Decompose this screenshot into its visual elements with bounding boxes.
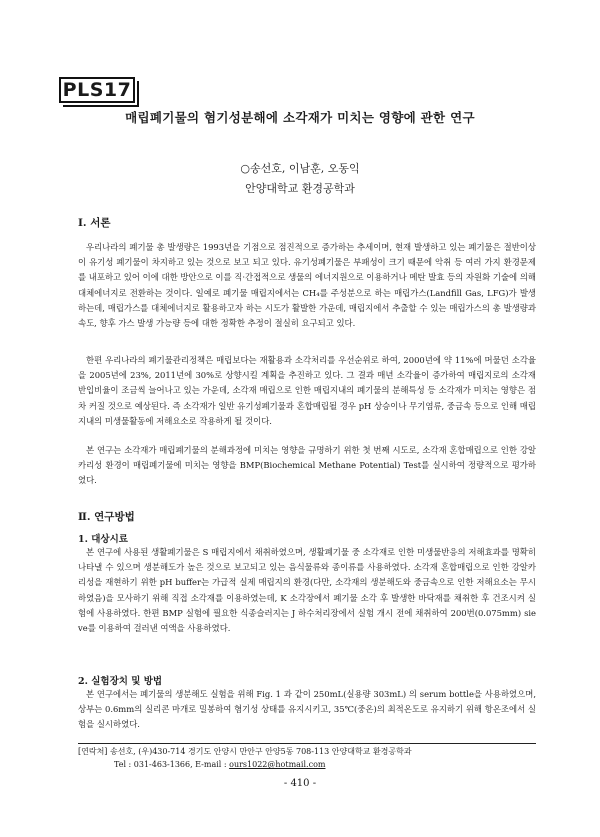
footer-address: [연락처] 송선호, (우)430-714 경기도 안양시 만안구 안양5동 708-113 안양대학교 환경공학과 xyxy=(78,747,412,756)
authors: ○송선호, 이남훈, 오동익 xyxy=(240,162,360,175)
footer-tel-line xyxy=(78,758,536,771)
paper-title: 매립폐기물의 혐기성분해에 소각재가 미치는 영향에 관한 연구 xyxy=(125,110,475,125)
apparatus-paragraph: 본 연구에서는 폐기물의 생분해도 실험을 위해 Fig. 1 과 같이 250mL(실용량 303mL) 의 serum bottle을 사용하였으며, 상부는 0.6mm의 실리콘 마개로 밀봉하여 혐기성 상태를 유지시키고, 35℃(중온)의 최적온도로 유지하기 위해 항온조에서 실험을 실시하였다. xyxy=(78,689,536,730)
footer-rule xyxy=(78,743,536,744)
subsection-heading-apparatus: 2. 실험장치 및 방법 xyxy=(78,676,163,687)
intro-paragraph-3: 본 연구는 소각재가 매립폐기물의 분해과정에 미치는 영향을 규명하기 위한 첫 번째 시도로, 소각재 혼합매립으로 인한 강알카리성 환경이 매립폐기물에 미치는 영향을 BMP(Biochemical Methane Potential) Test를 실시하여 정량적으로 평가하였다. xyxy=(78,445,536,486)
footer-contact xyxy=(78,745,536,771)
subsection-heading-samples: 1. 대상시료 xyxy=(78,534,128,545)
footer-tel: Tel : 031-463-1366, E-mail : xyxy=(114,760,230,769)
intro-paragraph-1: 우리나라의 폐기물 총 발생량은 1993년을 기점으로 점진적으로 증가하는 추세이며, 현재 발생하고 있는 폐기물은 절반이상이 유기성 폐기물이 차지하고 있는 것으로 보고 되고 있다. 유기성폐기물은 부패성이 크기 때문에 악취 등 여러 가지 환경문제를 내포하고 있어 이에 대한 방안으로 이를 직·간접적으로 생물의 에너지원으로 이용하거나 메탄 발효 등의 자원화 기술에 의해 대체에너지로 전환하는 것이다. 일예로 폐기물 매립지에서는 CH₄를 주성분으로 하는 매립가스(Landfill Gas, LFG)가 발생하는데, 매립가스를 대체에너지로 활용하고자 하는 시도가 활발한 가운데, 매립지에서 추출할 수 있는 매립가스의 총 발생량과 속도, 향후 가스 발생 가능량 등에 대한 정확한 추정이 절실히 요구되고 있다. xyxy=(78,242,536,329)
intro-paragraph-2: 한편 우리나라의 폐기물관리정책은 매립보다는 재활용과 소각처리를 우선순위로 하여, 2000년에 약 11%에 머물던 소각율을 2005년에 23%, 2011년에 30%로 상향시킬 계획을 추진하고 있다. 그 결과 매년 소각율이 증가하여 매립지로의 소각재 반입비율이 조금씩 늘어나고 있는 가운데, 소각재 매립으로 인한 매립지내의 폐기물의 분해특성 등 소각재가 미치는 영향은 점차 커질 것으로 예상된다. 즉 소각재가 일반 유기성폐기물과 혼합매립될 경우 pH 상승이나 무기염류, 중금속 등으로 인해 매립지내의 미생물활동에 저해요소로 작용하게 될 것이다. xyxy=(78,355,536,426)
samples-paragraph: 본 연구에 사용된 생활폐기물은 S 매립지에서 채취하였으며, 생활폐기물 중 소각재로 인한 미생물반응의 저해효과를 명확히 나타낼 수 있으며 생분해도가 높은 것으로 보고되고 있는 음식물류와 종이류를 사용하였다. 소각재 혼합매립으로 인한 강알카리성을 재현하기 위한 pH buffer는 가급적 실제 매립지의 환경(다만, 소각재의 생분해도와 중금속으로 인한 저해요소는 무시하였음)을 모사하기 위해 직접 소각재를 이용하였는데, K 소각장에서 폐기물 소각 후 발생한 바닥재를 채취한 후 건조시켜 실험에 사용하였다. 한편 BMP 실험에 필요한 식종슬러지는 J 하수처리장에서 실험 개시 전에 채취하여 200번(0.075mm) sieve를 이용하여 걸러낸 여액을 사용하였다. xyxy=(78,547,536,634)
affiliation: 안양대학교 환경공학과 xyxy=(245,182,355,195)
page-number: - 410 - xyxy=(283,778,317,789)
footer-email: ours1022@hotmail.com xyxy=(229,760,326,769)
section-heading-methods: Ⅱ. 연구방법 xyxy=(78,511,135,523)
section-heading-intro: Ⅰ. 서론 xyxy=(78,217,111,229)
paper-code-box: PLS17 xyxy=(59,77,135,103)
